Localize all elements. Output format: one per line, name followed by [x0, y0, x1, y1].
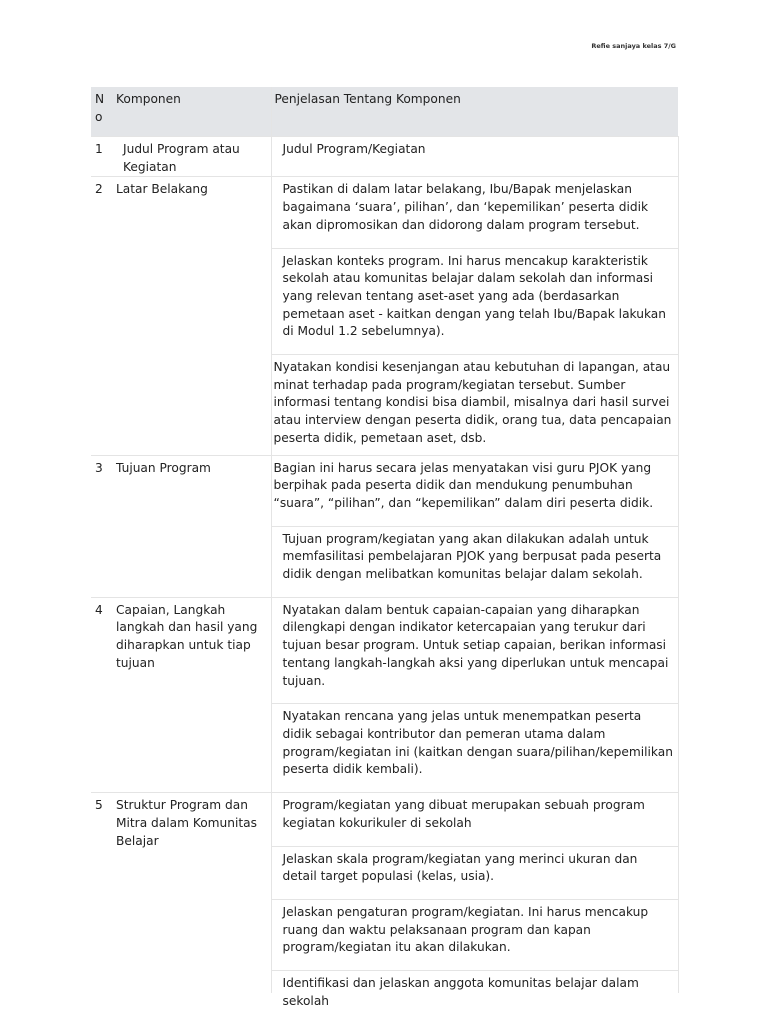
penjelasan-item: Bagian ini harus secara jelas menyatakan visi guru PJOK yang berpihak pada peserta didik dan mendukung penumbuhan “suara”, “pilihan”, dan “kepemilikan” dalam diri peserta didik. [273, 460, 654, 510]
table-header-row [91, 87, 678, 137]
table-row [91, 177, 678, 455]
penjelasan-item: Identifikasi dan jelaskan anggota komunitas belajar dalam sekolah [272, 970, 678, 993]
row-penjelasan [271, 793, 678, 1008]
header-penjelasan: Penjelasan Tentang Komponen [271, 87, 678, 137]
penjelasan-item: Nyatakan rencana yang jelas untuk menempatkan peserta didik sebagai kontributor dan pemeran utama dalam program/kegiatan ini (kaitkan dengan suara/pilihan/kepemilikan peserta didik kembali). [272, 703, 678, 792]
component-table [91, 87, 679, 1008]
penjelasan-item: Jelaskan konteks program. Ini harus mencakup karakteristik sekolah atau komunitas belajar dalam sekolah dan informasi yang relevan tentang aset-aset yang ada (berdasarkan pemetaan aset - kaitkan dengan yang telah Ibu/Bapak lakukan di Modul 1.2 sebelumnya). [272, 248, 678, 355]
table-row [91, 793, 678, 993]
penjelasan-item: Pastikan di dalam latar belakang, Ibu/Bapak menjelaskan bagaimana ‘suara’, pilihan’, dan ‘kepemilikan’ peserta didik akan dipromosikan dan didorong dalam program tersebut. [282, 182, 649, 232]
penjelasan-item: Judul Program/Kegiatan [282, 142, 426, 156]
penjelasan-item: Nyatakan dalam bentuk capaian-capaian yang diharapkan dilengkapi dengan indikator ketercapaian yang terukur dari tujuan besar program. Untuk setiap capaian, berikan informasi tentang langkah-langkah aksi yang diperlukan untuk mencapai tujuan. [282, 602, 669, 688]
row-penjelasan [271, 597, 678, 792]
row-number: 4 [91, 597, 114, 792]
row-penjelasan [271, 177, 678, 455]
penjelasan-item: Jelaskan pengaturan program/kegiatan. Ini harus mencakup ruang dan waktu pelaksanaan program dan kapan program/kegiatan itu akan dilakukan. [272, 899, 678, 970]
table-row [91, 137, 678, 177]
row-number: 5 [91, 793, 114, 993]
row-komponen: Tujuan Program [114, 455, 271, 597]
table-row [91, 597, 678, 792]
penjelasan-item: Nyatakan kondisi kesenjangan atau kebutuhan di lapangan, atau minat terhadap pada program/kegiatan tersebut. Sumber informasi tentang kondisi bisa diambil, misalnya dari hasil survei atau interview dengan peserta didik, orang tua, data pencapaian peserta didik, pemetaan aset, dsb. [272, 354, 678, 455]
header-komponen: Komponen [114, 87, 271, 137]
row-penjelasan [271, 455, 678, 597]
row-komponen: Struktur Program dan Mitra dalam Komunitas Belajar [114, 793, 271, 993]
row-number: 3 [91, 455, 114, 597]
table-row [91, 455, 678, 597]
row-number: 2 [91, 177, 114, 455]
row-penjelasan [271, 137, 678, 177]
row-number: 1 [91, 137, 114, 177]
penjelasan-item: Jelaskan skala program/kegiatan yang merinci ukuran dan detail target populasi (kelas, usia). [272, 846, 678, 899]
row-komponen: Judul Program atau Kegiatan [114, 137, 271, 177]
author-note: Refie sanjaya kelas 7/G [591, 42, 676, 50]
header-no: N o [91, 87, 114, 137]
row-komponen: Latar Belakang [114, 177, 271, 455]
penjelasan-item: Program/kegiatan yang dibuat merupakan sebuah program kegiatan kokurikuler di sekolah [282, 798, 645, 830]
penjelasan-item: Tujuan program/kegiatan yang akan dilakukan adalah untuk memfasilitasi pembelajaran PJOK yang berpusat pada peserta didik dengan melibatkan komunitas belajar dalam sekolah. [272, 526, 678, 597]
row-komponen: Capaian, Langkah langkah dan hasil yang diharapkan untuk tiap tujuan [114, 597, 271, 792]
